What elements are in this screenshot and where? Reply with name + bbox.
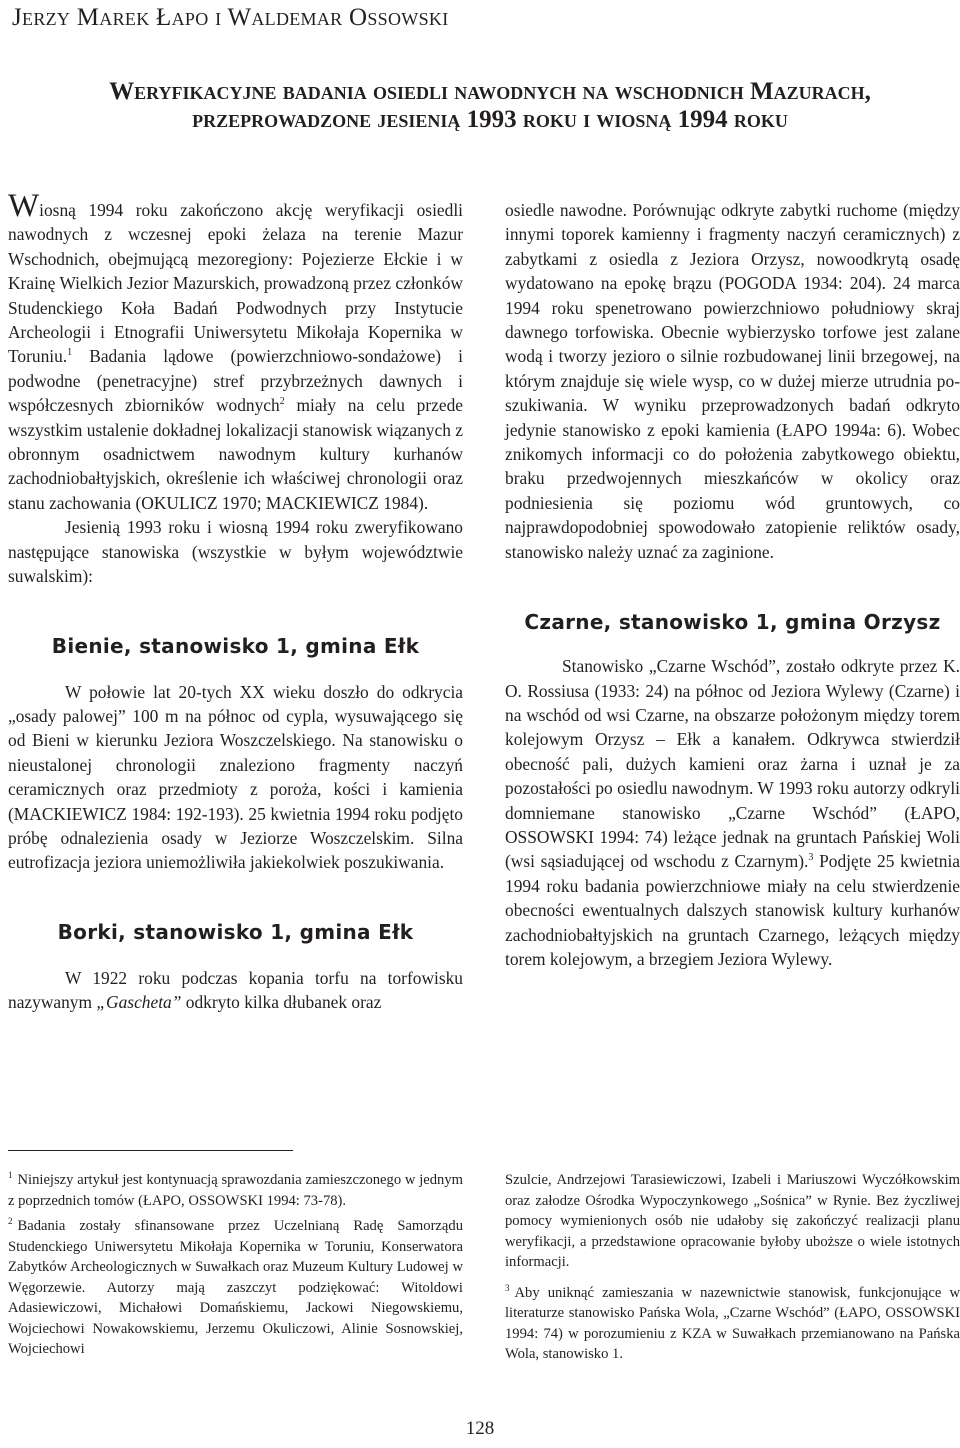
right-column bbox=[505, 198, 960, 971]
drop-cap: W bbox=[8, 188, 40, 224]
intro-paragraph bbox=[8, 188, 463, 515]
borki-continued-paragraph: osiedle nawodne. Porównując odkryte zabytki ruchome (między innymi toporek kamienny i fragmenty naczyń ceramicznych) z zabytkami z osiedla z Jeziora Orzysz, nowoodkrytą osadę wydatowano na epokę brązu (POGODA 1934: 204). 24 marca 1994 roku spenetrowano powierzchniowo południowy skraj dawnego torfowiska. Obecnie wybierzysko torfowe jest zalane wodą i tworzy jezioro o silnie rozbudowanej linii brzegowej, na którym znajduje się wiele wysp, co w dużej mierze utrudnia poszukiwania. W wyniku przeprowadzonych badań odkryto jedynie stanowisko z epoki kamienia (ŁAPO 1994a: 6). Wobec znikomych informacji co do położenia zabytkowego obiektu, braku przedwojennych mieszkańców w okolicy oraz podniesienia się poziomu wód gruntowych, co najprawdopodobniej spowodowało zatopienie reliktów osady, stanowisko należy uznać za zaginione. bbox=[505, 200, 960, 562]
footnote-1-text: Niniejszy artykuł jest kontynuacją sprawozdania zamieszczonego w jednym z poprzednich tomów (ŁAPO, OSSOWSKI 1994: 73-78). bbox=[8, 1172, 463, 1209]
left-column bbox=[8, 188, 463, 1015]
czarne-text-b: Podjęte 25 kwietnia 1994 roku badania powierzchniowe miały na celu stwierdzenie obecności ewentualnych dalszych stanowisk kultury kurhanów zachodniobałtyjskich na gruntach Czarnego, leżących między torem kolejowym, a brzegiem Jeziora Wylewy. bbox=[505, 851, 960, 969]
intro-text-b: Badania lądowe (powierzchniowo-sondażowe) i podwodne (penetracyjne) stref przybrzeżnych dawnych i współczesnych zbiorników wodnych bbox=[8, 346, 463, 416]
footnote-rule bbox=[8, 1150, 293, 1151]
article-title-line1: Weryfikacyjne badania osiedli nawodnych na wschodnich Mazurach, bbox=[109, 78, 871, 105]
footnotes-left bbox=[8, 1170, 463, 1365]
footnote-ref-3: 3 bbox=[808, 852, 814, 864]
footnote-2-number: 2 bbox=[8, 1216, 13, 1226]
section-heading-borki: Borki, stanowisko 1, gmina Ełk bbox=[57, 919, 414, 944]
czarne-paragraph bbox=[505, 654, 960, 971]
intro-text-a: iosną 1994 roku zakończono akcję weryfikacji osiedli nawodnych z wczesnej epoki żelaza na terenie Mazur Wschodnich, obejmującą mezoregiony: Pojezierze Ełckie i w Krainę Wielkich Jezior Mazurskich, prowadzoną przez członków Studenckiego Koła Badań Podwodnych przy Instytucie Archeologii i Etnografii Uniwersytetu Mikołaja Kopernika w Toruniu. bbox=[8, 200, 463, 367]
footnote-ref-2: 2 bbox=[279, 396, 285, 408]
page-number: 128 bbox=[465, 1418, 495, 1439]
footnote-1-number: 1 bbox=[8, 1170, 13, 1180]
borki-paragraph bbox=[8, 966, 463, 1015]
czarne-text-a: Stanowisko „Czarne Wschód”, zostało odkryte przez K. O. Rossiusa (1933: 24) na północ od Jeziora Wylewy (Czarne) i na wschód od wsi Czarne, na obszarze położonym między torem kolejowym Orzysz – Ełk a kanałem. Odkrywca stwierdził obecność pali, dużych kamieni oraz żarna i uznał je za pozostałości po osiedlu nawodnym. W 1993 roku autorzy odkryli domniemane stanowisko „Czarne Wschód” (ŁAPO, OSSOWSKI 1994: 74) leżące jednak na gruntach Pańskiej Woli (wsi sąsiadującej od wschodu z Czarnym). bbox=[505, 656, 960, 872]
sites-intro-paragraph: Jesienią 1993 roku i wiosną 1994 roku zweryfikowano następujące stanowiska (wszystkie w byłym województwie suwalskim): bbox=[8, 517, 463, 587]
borki-text-b: odkryto kilka dłubanek oraz bbox=[181, 992, 382, 1013]
borki-italic-name: „Gascheta” bbox=[96, 992, 182, 1013]
footnote-3-text: Aby uniknąć zamieszania w nazewnictwie stanowisk, funkcjonujące w literaturze stanowisko Pańska Wola, „Czarne Wschód” (ŁAPO, OSSOWSKI 1994: 74) w porozumieniu z KZA w Suwałkach przemianowano na Pańska Wola, stanowisko 1. bbox=[505, 1284, 960, 1362]
footnote-3-number: 3 bbox=[505, 1282, 510, 1293]
footnote-2-continued: Szulcie, Andrzejowi Tarasiewiczowi, Izabeli i Mariuszowi Wyczółkowskim oraz załodze Ośrodka Wypoczynkowego „Sośnica” w Rynie. Bez życzliwej pomocy wymienionych osób nie udałoby się zakończyć realizacji planu weryfikacji, a przedstawione opracowanie byłoby uboższe o wiele istotnych informacji. bbox=[505, 1172, 960, 1270]
article-title-line2: przeprowadzone jesienią 1993 roku i wiosną 1994 roku bbox=[192, 106, 788, 133]
footnotes-right bbox=[505, 1170, 960, 1370]
running-header-authors: Jerzy Marek Łapo i Waldemar Ossowski bbox=[12, 4, 449, 31]
footnote-1 bbox=[8, 1170, 463, 1211]
footnote-3 bbox=[505, 1283, 960, 1365]
section-heading-czarne: Czarne, stanowisko 1, gmina Orzysz bbox=[524, 610, 941, 635]
intro-text-c: miały na celu przede wszystkim ustalenie dokładnej lokalizacji stanowisk wiązanych z obronnym osadnictwem nawodnym kultury kurhanów zachodniobałtyjskich, określenie ich właściwej chronologii oraz stanu zachowania (OKULICZ 1970; MACKIEWICZ 1984). bbox=[8, 395, 463, 513]
footnote-2-text: Badania zostały sfinansowane przez Uczelnianą Radę Samorządu Studenckiego Uniwersytetu Mikołaja Kopernika w Toruniu, Konserwatora Zabytków Archeologicznych w Suwałkach oraz Muzeum Kultury Ludowej w Węgorzewie. Autorzy mają zaszczyt podziękować: Witoldowi Adasiewiczowi, Michałowi Domańskiemu, Jackowi Niegowskiemu, Wojciechowi Nowakowskiemu, Jerzemu Okuliczowi, Alinie Sosnowskiej, Wojciechowi bbox=[8, 1218, 463, 1357]
borki-text-a: W 1922 roku podczas kopania torfu na torfowisku nazywanym bbox=[8, 967, 463, 1013]
bienie-paragraph: W połowie lat 20-tych XX wieku doszło do odkrycia „osady palowej” 100 m na północ od cypla, wysuwającego się od Bieni w kierunku Jeziora Woszczelskiego. Na stanowisku o nieustalonej chronologii znaleziono fragmenty naczyń ceramicznych oraz przedmioty z poroża, kości i kamienia (MACKIEWICZ 1984: 192-193). 25 kwietnia 1994 roku podjęto próbę odnalezienia osady w Jeziorze Woszczelskim. Silna eutrofizacja jeziora uniemożliwiła jakiekolwiek poszukiwania. bbox=[8, 681, 463, 873]
section-heading-bienie: Bienie, stanowisko 1, gmina Ełk bbox=[51, 633, 420, 658]
footnote-ref-1: 1 bbox=[67, 347, 73, 359]
footnote-2 bbox=[8, 1216, 463, 1360]
